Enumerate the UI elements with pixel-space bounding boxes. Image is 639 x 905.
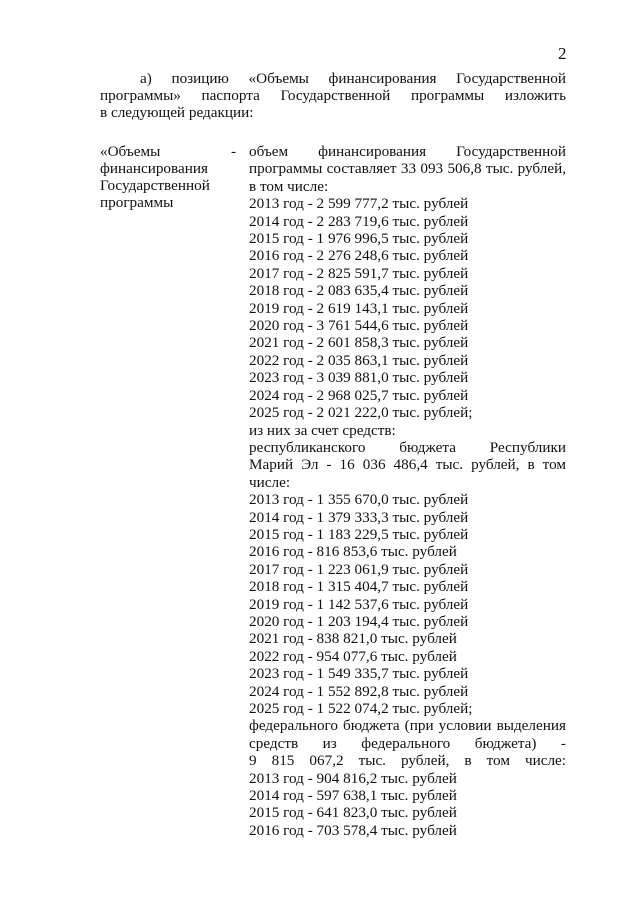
financing-line: в том числе: <box>249 177 329 195</box>
position-title <box>100 143 212 211</box>
position-title-line: Государственной <box>100 177 210 194</box>
financing-line: 2023 год - 1 549 335,7 тыс. рублей <box>249 665 469 683</box>
position-title-line: «Объемы <box>100 143 161 160</box>
financing-line: 2024 год - 1 552 892,8 тыс. рублей <box>249 682 469 700</box>
financing-line: 2025 год - 1 522 074,2 тыс. рублей; <box>249 700 473 717</box>
financing-line: 2024 год - 2 968 025,7 тыс. рублей <box>249 386 469 404</box>
intro-paragraph <box>100 70 566 121</box>
financing-line: 2013 год - 2 599 777,2 тыс. рублей <box>249 195 469 213</box>
financing-line: 2013 год - 1 355 670,0 тыс. рублей <box>249 491 469 509</box>
financing-line: из них за счет средств: <box>249 421 396 439</box>
page-number: 2 <box>558 44 567 63</box>
financing-line: программы составляет 33 093 506,8 тыс. рублей, <box>249 160 566 178</box>
financing-line: 2020 год - 3 761 544,6 тыс. рублей <box>249 317 469 335</box>
financing-line: 2025 год - 2 021 222,0 тыс. рублей; <box>249 404 473 422</box>
financing-line: 2013 год - 904 816,2 тыс. рублей <box>249 769 457 787</box>
financing-line: объем финансирования Государственной <box>249 143 566 160</box>
position-title-line: программы <box>100 194 174 211</box>
financing-line: 2015 год - 1 976 996,5 тыс. рублей <box>249 230 469 248</box>
financing-line: 2017 год - 2 825 591,7 тыс. рублей <box>249 264 469 282</box>
financing-line: 2014 год - 597 638,1 тыс. рублей <box>249 787 457 805</box>
financing-line: республиканского бюджета Республики <box>249 438 566 456</box>
financing-line: 2015 год - 641 823,0 тыс. рублей <box>249 804 457 822</box>
financing-line: 2020 год - 1 203 194,4 тыс. рублей <box>249 612 469 630</box>
separator-dash: - <box>231 143 237 160</box>
financing-line: средств из федерального бюджета) - <box>249 734 566 752</box>
financing-line: 2019 год - 1 142 537,6 тыс. рублей <box>249 595 469 613</box>
financing-line: числе: <box>249 473 291 491</box>
financing-line: 2016 год - 2 276 248,6 тыс. рублей <box>249 247 469 265</box>
financing-line: Марий Эл - 16 036 486,4 тыс. рублей, в том <box>249 456 566 474</box>
financing-line: 2019 год - 2 619 143,1 тыс. рублей <box>249 299 469 317</box>
financing-line: 2018 год - 2 083 635,4 тыс. рублей <box>249 282 469 300</box>
intro-line: а) позицию «Объемы финансирования Государственной <box>140 70 566 87</box>
position-title-line: финансирования <box>100 160 208 177</box>
financing-line: 2016 год - 816 853,6 тыс. рублей <box>249 543 457 561</box>
financing-line: 9 815 067,2 тыс. рублей, в том числе: <box>249 752 566 770</box>
financing-line: 2016 год - 703 578,4 тыс. рублей <box>249 821 457 839</box>
financing-line: 2015 год - 1 183 229,5 тыс. рублей <box>249 525 469 543</box>
intro-line: в следующей редакции: <box>100 104 254 121</box>
financing-line: федерального бюджета (при условии выделения <box>249 717 566 735</box>
financing-line: 2017 год - 1 223 061,9 тыс. рублей <box>249 560 469 578</box>
financing-line: 2021 год - 838 821,0 тыс. рублей <box>249 630 457 648</box>
financing-details <box>249 143 566 839</box>
financing-line: 2021 год - 2 601 858,3 тыс. рублей <box>249 334 469 352</box>
financing-line: 2014 год - 2 283 719,6 тыс. рублей <box>249 212 469 230</box>
financing-line: 2018 год - 1 315 404,7 тыс. рублей <box>249 578 469 596</box>
financing-line: 2022 год - 954 077,6 тыс. рублей <box>249 647 457 665</box>
financing-line: 2022 год - 2 035 863,1 тыс. рублей <box>249 351 469 369</box>
financing-line: 2014 год - 1 379 333,3 тыс. рублей <box>249 508 469 526</box>
financing-line: 2023 год - 3 039 881,0 тыс. рублей <box>249 369 469 387</box>
intro-line: программы» паспорта Государственной программы изложить <box>100 87 566 104</box>
